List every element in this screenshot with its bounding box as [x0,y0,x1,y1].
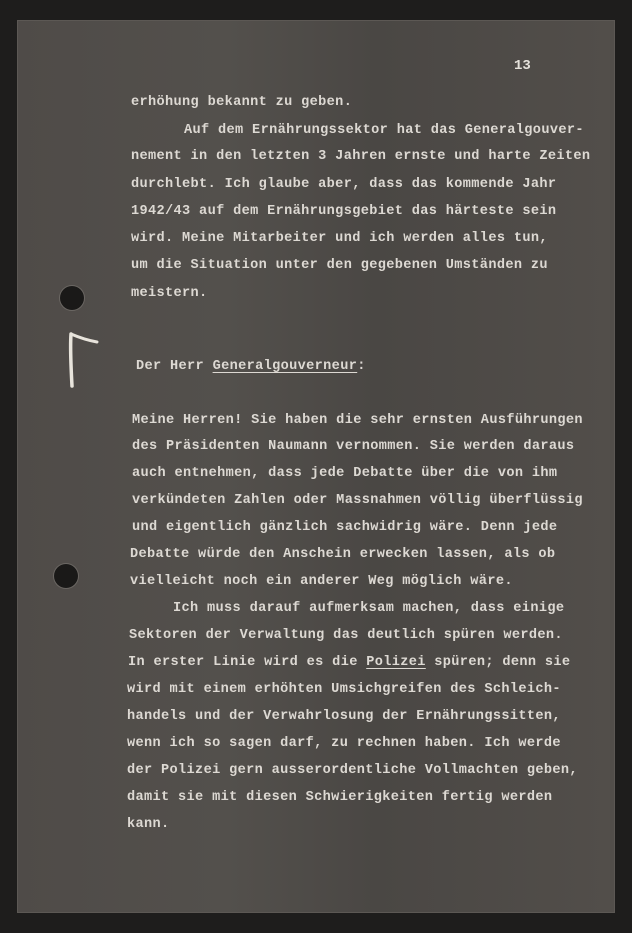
text-line: um die Situation unter den gegebenen Umständen zu [131,258,548,273]
handwritten-mark-icon [58,328,102,390]
speaker-heading [136,360,366,374]
text-line: meistern. [131,286,208,301]
text-line: wenn ich so sagen darf, zu rechnen haben. Ich werde [127,736,561,751]
text-line: vielleicht noch ein anderer Weg möglich wäre. [130,574,513,589]
text-line: 1942/43 auf dem Ernährungsgebiet das härteste sein [131,204,557,219]
speaker-suffix: : [357,359,366,374]
punch-hole-bottom [54,564,78,588]
text-line: Auf dem Ernährungssektor hat das Generalgouver- [184,123,584,138]
text-line: Sektoren der Verwaltung das deutlich spüren werden. [129,628,563,643]
text-line: wird. Meine Mitarbeiter und ich werden alles tun, [131,231,548,246]
text-line: durchlebt. Ich glaube aber, dass das kommende Jahr [131,177,557,192]
police-line-before: In erster Linie wird es die [128,655,367,670]
text-line: kann. [127,817,170,832]
police-line-after: spüren; denn sie [425,655,571,670]
punch-hole-top [60,286,84,310]
police-underlined: Polizei [366,655,426,670]
text-line: wird mit einem erhöhten Umsichgreifen des Schleich- [127,682,561,697]
text-line: Debatte würde den Anschein erwecken lassen, als ob [130,547,556,562]
police-line [128,656,570,670]
text-line: verkündeten Zahlen oder Massnahmen völlig überflüssig [132,493,583,508]
text-line: des Präsidenten Naumann vernommen. Sie werden daraus [132,439,575,454]
speaker-title: Generalgouverneur [212,359,358,374]
text-line: damit sie mit diesen Schwierigkeiten fertig werden [127,790,553,805]
text-line: der Polizei gern ausserordentliche Vollmachten geben, [127,763,578,778]
text-line: und eigentlich gänzlich sachwidrig wäre. Denn jede [132,520,558,535]
document-page [17,20,615,913]
text-line: Meine Herren! Sie haben die sehr ernsten Ausführungen [132,413,583,428]
text-line: Ich muss darauf aufmerksam machen, dass einige [173,601,565,616]
page-number: 13 [514,58,531,74]
text-line: nement in den letzten 3 Jahren ernste und harte Zeiten [131,149,591,164]
text-line: handels und der Verwahrlosung der Ernährungssitten, [127,709,561,724]
text-line: auch entnehmen, dass jede Debatte über die von ihm [132,466,558,481]
text-line: erhöhung bekannt zu geben. [131,95,353,110]
speaker-prefix: Der Herr [136,359,213,374]
